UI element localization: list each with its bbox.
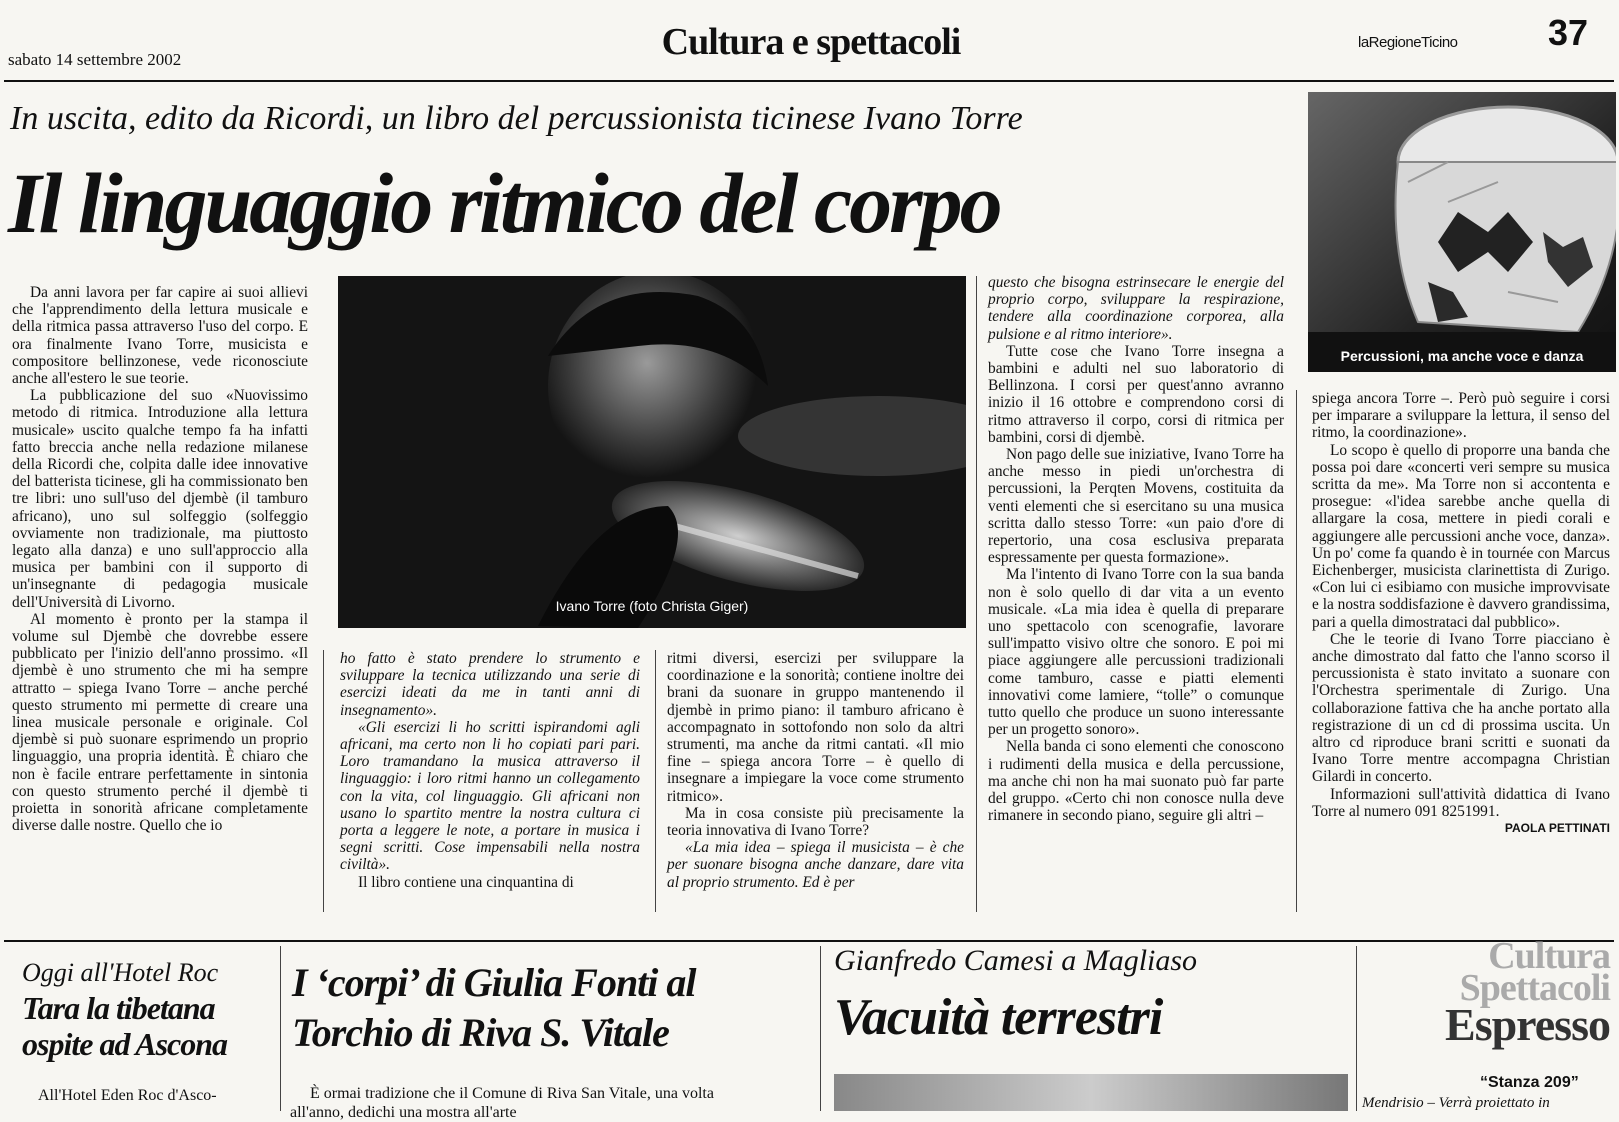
article-column-3 [667, 650, 964, 891]
section-title: Cultura e spettacoli [661, 21, 961, 63]
main-photo-caption: Ivano Torre (foto Christa Giger) [555, 598, 749, 614]
paragraph: Il libro contiene una cinquantina di [358, 873, 574, 891]
logo-line-3: Espresso [1445, 998, 1610, 1050]
side-photo [1308, 92, 1616, 372]
paragraph: Ma in cosa consiste più precisamente la teoria innovativa di Ivano Torre? [667, 804, 964, 840]
column-divider [1296, 390, 1297, 912]
article-kicker: In uscita, edito da Ricordi, un libro del percussionista ticinese Ivano Torre [10, 100, 1023, 137]
paragraph: Che le teorie di Ivano Torre piacciano è anche dimostrato dal fatto che l'anno scorso il percussionista è stato invitato a suonare con l'Orchestra sperimentale di Zurigo. Una collaborazione fattiva che ha anche portato alla registrazione di un cd di prossima uscita. Un altro cd riproduce brani scritti e suonati da Ivano Torre mentre accompagna Christian Gilardi in concerto. [1312, 630, 1610, 786]
paragraph: ho fatto è stato prendere lo strumento e sviluppare la tecnica utilizzando una serie di esercizi ideati da me in tanti anni di insegnamento». [340, 650, 640, 719]
issue-date: sabato 14 settembre 2002 [8, 50, 182, 69]
article-column-1 [12, 284, 308, 835]
side-photo-caption: Percussioni, ma anche voce e danza [1340, 348, 1584, 364]
paragraph: questo che bisogna estrinsecare le energie del proprio corpo, sviluppare la respirazione, tendere alla coordinazione corporea, alla pulsione e al ritmo interiore». [988, 274, 1284, 343]
paragraph: «La mia idea – spiega il musicista – è che per suonare bisogna anche danzare, dare vita al proprio strumento. Ed è per [667, 839, 964, 891]
teaser-3-kicker: Gianfredo Camesi a Magliaso [834, 944, 1198, 977]
author-signature: PAOLA PETTINATI [1504, 821, 1610, 836]
column-divider [976, 276, 977, 912]
logo-line-2: Spettacoli [1459, 967, 1610, 1010]
paragraph: Da anni lavora per far capire ai suoi allievi che l'apprendimento della lettura musicale e della ritmica passa attraverso l'uso del corpo. E ora finalmente Ivano Torre, musicista e compositore bellinzonese, vede riconosciute anche all'estero le sue teorie. [12, 284, 308, 388]
teaser-divider [1356, 946, 1357, 1111]
teaser-4-body: Mendrisio – Verrà proiettato in [1362, 1095, 1550, 1111]
main-photo [338, 276, 966, 628]
paragraph: Tutte cose che Ivano Torre insegna a bambini e adulti nel suo laboratorio di Bellinzona. I corsi per quest'anno avranno inizio il 16 ottobre e comprendono corsi di ritmo attraverso il corpo, corsi di ritmica per bambini, corsi di djembè. [988, 342, 1284, 446]
teaser-1-kicker: Oggi all'Hotel Roc [22, 958, 219, 987]
paragraph: Ma l'intento di Ivano Torre con la sua banda non è solo quello di dar vita a un evento musicale. «La mia idea è quella di preparare uno spettacolo con scenografie, lavorare sull'impatto visivo oltre che sonoro. E poi mi piace aggiungere alle percussioni tradizionali come tamburo, casse e piatti elementi innovativi come lamiere, “tolle” o comunque tutto quello che produce un suono interessante per un progetto sonoro». [988, 566, 1284, 739]
paragraph: Al momento è pronto per la stampa il volume sul Djembè che dovrebbe essere pubblicato per l'inizio dell'anno prossimo. «Il djembè è uno strumento che mi ha sempre attratto – spiega Ivano Torre – anche perché questo strumento mi permette di creare una linea musicale personale e originale. Col djembè si può suonare esprimendo un proprio linguaggio, una propria identità. È chiaro che non è facile entrare perfettamente in sintonia con questo strumento perché il djembè ti proietta in sonorità africane completamente diverse dalle nostre. Quello che io [12, 610, 308, 835]
teaser-3-photo [834, 1074, 1348, 1111]
article-column-4 [988, 274, 1284, 825]
paragraph: Non pago delle sue iniziative, Ivano Torre ha anche messo in piedi un'orchestra di percussioni, la Perqten Movens, costituita da venti elementi che si esercitano su una musica scritta dallo stesso Torre: «un paio d'ore di repertorio, una cosa esclusiva preparata espressamente per questa formazione». [988, 446, 1284, 567]
espresso-logo [1370, 935, 1610, 1050]
paragraph: Informazioni sull'attività didattica di Ivano Torre al numero 091 8251991. [1312, 785, 1610, 820]
article-headline: Il linguaggio ritmico del corpo [8, 155, 1000, 251]
teaser-1-headline: Tara la tibetana ospite ad Ascona [22, 990, 228, 1062]
article-column-2 [340, 650, 640, 891]
logo-line-1: Cultura [1488, 935, 1610, 977]
teaser-4-title: “Stanza 209” [1480, 1074, 1579, 1091]
teaser-1-body: All'Hotel Eden Roc d'Asco- [38, 1087, 217, 1104]
paragraph: Lo scopo è quello di proporre una banda che possa poi dare «concerti veri sempre su musica scritta da me». Ma Torre non si accontenta e prosegue: «l'idea sarebbe anche quella di allargare la cosa, mettere in piedi corali e aggiungere alle percussioni anche voce, danza». Un po' come fa quando è in tournée con Marcus Eichenberger, musicista clarinettista di Zurigo. «Con lui ci esibiamo con musiche improvvisate e la nostra soddisfazione è davvero grandissima, pari a quella dimostrataci dal pubblico». [1312, 441, 1610, 631]
page-number: 37 [1548, 12, 1589, 53]
portrait-illustration [338, 276, 966, 628]
teaser-3-headline: Vacuità terrestri [834, 989, 1163, 1046]
header-rule [4, 80, 1614, 82]
teaser-2-body-line-1: È ormai tradizione che il Comune di Riva San Vitale, una volta [310, 1085, 714, 1102]
newspaper-name: laRegioneTicino [1358, 34, 1458, 51]
article-column-5 [1312, 390, 1610, 837]
column-divider [655, 650, 656, 912]
paragraph: spiega ancora Torre –. Però può seguire i corsi per imparare a sviluppare la lettura, il senso del ritmo, la coordinazione». [1312, 390, 1610, 442]
teaser-divider [820, 946, 821, 1111]
paragraph: «Gli esercizi li ho scritti ispirandomi agli africani, ma certo non li ho copiati pari pari. Loro tramandano la musica attraverso il linguaggio: i loro ritmi hanno un collegamento con la vita, col linguaggio. Gli africani non usano lo spartito mentre la nostra cultura ci porta a leggere le note, a portare in musica i segni scritti. Cose impensabili nella nostra civiltà». [340, 718, 640, 874]
paragraph: Nella banda ci sono elementi che conoscono i rudimenti della musica e della percussione, ma anche chi non ha mai suonato può far parte del gruppo. «Certo chi non conosce nulla deve rimanere in secondo piano, seguire gli altri – [988, 738, 1284, 825]
teaser-divider [280, 946, 281, 1111]
paragraph: ritmi diversi, esercizi per sviluppare la coordinazione e la sonorità; contiene inoltre dei brani da suonare in gruppo mantenendo il djembè in primo piano: il tamburo africano è accompagnato in sottofondo non solo da altri strumenti, ma anche da ritmi cantati. «Il mio fine – spiega ancora Torre – è quello di insegnare a impiegare la voce come strumento ritmico». [667, 650, 964, 805]
column-divider [323, 650, 324, 912]
teaser-2-headline: I ‘corpi’ di Giulia Fonti al Torchio di Riva S. Vitale [292, 960, 696, 1055]
drum-illustration [1308, 92, 1616, 372]
paragraph: La pubblicazione del suo «Nuovissimo metodo di ritmica. Introduzione alla lettura musicale» uscito qualche tempo fa ha infatti fatto breccia anche nella redazione milanese della Ricordi che, colpita dalle idee innovative del batterista ticinese, gli ha commissionato ben tre libri: uno sull'uso del djembè (il tamburo africano), uno sul solfeggio (solfeggio ovviamente non tradizionale, ma piuttosto legato alla danza) e uno sull'approccio alla musica per bambini con il supporto di un'insegnante di pedagogia musicale dell'Università di Livorno. [12, 387, 308, 611]
teaser-2-body-line-2: all'anno, dedichi una mostra all'arte [290, 1104, 517, 1121]
